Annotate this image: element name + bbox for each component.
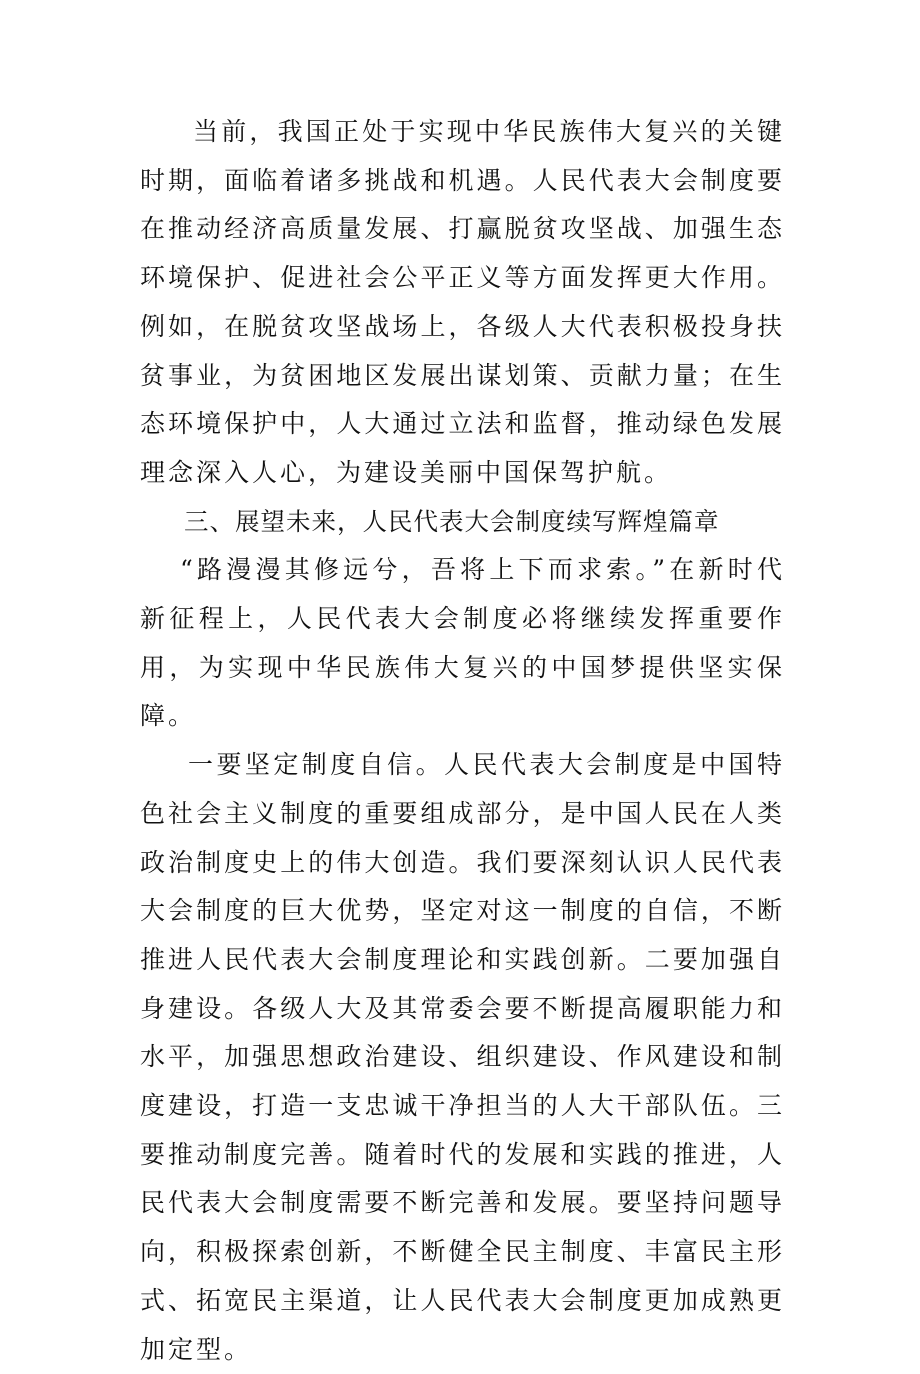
section-heading: 三、展望未来，人民代表大会制度续写辉煌篇章 [184, 506, 720, 536]
paragraph-quote: “路漫漫其修远兮，吾将上下而求索。”在新时代新征程上，人民代表大会制度必将继续发挥重要作用，为实现中华民族伟大复兴的中国梦提供坚实保障。 [140, 555, 785, 731]
paragraph-current-period: 当前，我国正处于实现中华民族伟大复兴的关键时期，面临着诸多挑战和机遇。人民代表大会制度要在推动经济高质量发展、打赢脱贫攻坚战、加强生态环境保护、促进社会公平正义等方面发挥更大作用。例如，在脱贫攻坚战场上，各级人大代表积极投身扶贫事业，为贫困地区发展出谋划策、贡献力量；在生态环境保护中，人大通过立法和监督，推动绿色发展理念深入人心，为建设美丽中国保驾护航。 [140, 117, 785, 487]
document-body [140, 108, 785, 1374]
paragraph-three-requirements: 一要坚定制度自信。人民代表大会制度是中国特色社会主义制度的重要组成部分，是中国人民在人类政治制度史上的伟大创造。我们要深刻认识人民代表大会制度的巨大优势，坚定对这一制度的自信，不断推进人民代表大会制度理论和实践创新。二要加强自身建设。各级人大及其常委会要不断提高履职能力和水平，加强思想政治建设、组织建设、作风建设和制度建设，打造一支忠诚干净担当的人大干部队伍。三要推动制度完善。随着时代的发展和实践的推进，人民代表大会制度需要不断完善和发展。要坚持问题导向，积极探索创新，不断健全民主制度、丰富民主形式、拓宽民主渠道，让人民代表大会制度更加成熟更加定型。 [140, 750, 785, 1364]
